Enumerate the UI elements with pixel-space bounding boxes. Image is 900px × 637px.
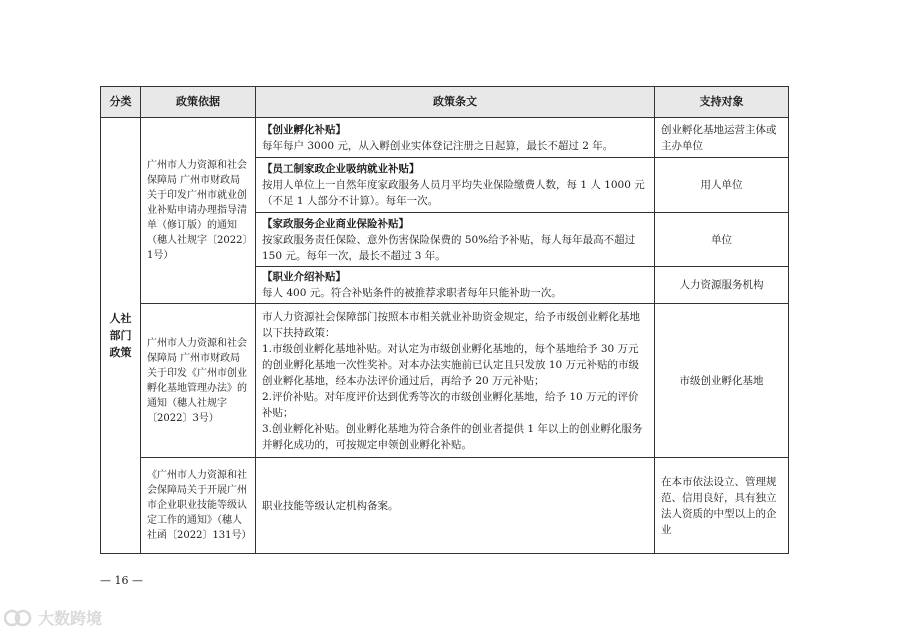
header-terms: 政策条文 xyxy=(256,87,655,118)
term-body: 每人 400 元。符合补贴条件的被推荐求职者每年只能补助一次。 xyxy=(262,287,562,299)
support-target-cell: 创业孵化基地运营主体或主办单位 xyxy=(655,118,789,158)
policy-term-cell: 职业技能等级认定机构备案。 xyxy=(256,458,655,554)
header-target: 支持对象 xyxy=(655,87,789,118)
policy-term-cell xyxy=(256,267,655,304)
category-label: 人社部门政策 xyxy=(109,312,132,359)
term-body: 按家政服务责任保险、意外伤害保险保费的 50%给予补贴，每人每年最高不超过 150 元。每年一次，最长不超过 3 年。 xyxy=(262,233,636,262)
watermark xyxy=(4,606,102,629)
policy-table xyxy=(100,86,789,554)
term-line: 3.创业孵化补贴。创业孵化基地为符合条件的创业者提供 1 年以上的创业孵化服务并孵化成功的，可按规定申领创业孵化补贴。 xyxy=(262,422,643,451)
support-target-cell: 市级创业孵化基地 xyxy=(655,304,789,458)
term-line: 1.市级创业孵化基地补贴。对认定为市级创业孵化基地的，每个基地给予 30 万元的创业孵化基地一次性奖补。对本办法实施前已认定且只发放 10 万元补贴的市级创业孵化基地，经本办法评价通过后，再给予 20 万元补贴； xyxy=(262,342,640,387)
term-body: 每年每户 3000 元，从入孵创业实体登记注册之日起算，最长不超过 2 年。 xyxy=(262,139,614,152)
term-title: 【职业介绍补贴】 xyxy=(262,271,346,283)
header-basis: 政策依据 xyxy=(141,87,256,118)
term-line: 市人力资源社会保障部门按照本市相关就业补助资金规定，给予市级创业孵化基地以下扶持政策： xyxy=(262,310,640,339)
table-row xyxy=(101,304,789,458)
term-title: 【家政服务企业商业保险补贴】 xyxy=(262,217,409,230)
table-row xyxy=(101,458,789,554)
header-category: 分类 xyxy=(101,87,141,118)
support-target-cell: 用人单位 xyxy=(655,158,789,213)
category-cell xyxy=(101,118,141,554)
policy-term-cell xyxy=(256,213,655,267)
policy-term-cell xyxy=(256,118,655,158)
term-title: 【员工制家政企业吸纳就业补贴】 xyxy=(262,163,420,175)
table-row xyxy=(101,118,789,158)
watermark-text: 大数跨境 xyxy=(38,609,103,628)
term-body: 按用人单位上一自然年度家政服务人员月平均失业保险缴费人数，每 1 人 1000 元（不足 1 人部分不计算）。每年一次。 xyxy=(262,179,645,207)
policy-basis-cell: 广州市人力资源和社会保障局 广州市财政局关于印发《广州市创业孵化基地管理办法》的通知（穗人社规字〔2022〕3号） xyxy=(141,304,256,458)
table-header-row xyxy=(101,87,789,118)
policy-term-cell xyxy=(256,158,655,213)
support-target-cell: 人力资源服务机构 xyxy=(655,267,789,304)
page-number: — 16 — xyxy=(100,574,143,587)
term-title: 【创业孵化补贴】 xyxy=(262,123,346,136)
policy-basis-cell: 广州市人力资源和社会保障局 广州市财政局关于印发广州市就业创业补贴申请办理指导清单（修订版）的通知（穗人社规字〔2022〕1号） xyxy=(141,118,256,304)
watermark-logo-icon xyxy=(4,607,32,629)
term-line: 2.评价补贴。对年度评价达到优秀等次的市级创业孵化基地，给予 10 万元的评价补贴； xyxy=(262,390,639,419)
support-target-cell: 单位 xyxy=(655,213,789,267)
policy-term-cell xyxy=(256,304,655,458)
policy-basis-cell: 《广州市人力资源和社会保障局关于开展广州市企业职业技能等级认定工作的通知》（穗人社函〔2022〕131号） xyxy=(141,458,256,554)
support-target-cell: 在本市依法设立、管理规范、信用良好，具有独立法人资质的中型以上的企业 xyxy=(655,458,789,554)
